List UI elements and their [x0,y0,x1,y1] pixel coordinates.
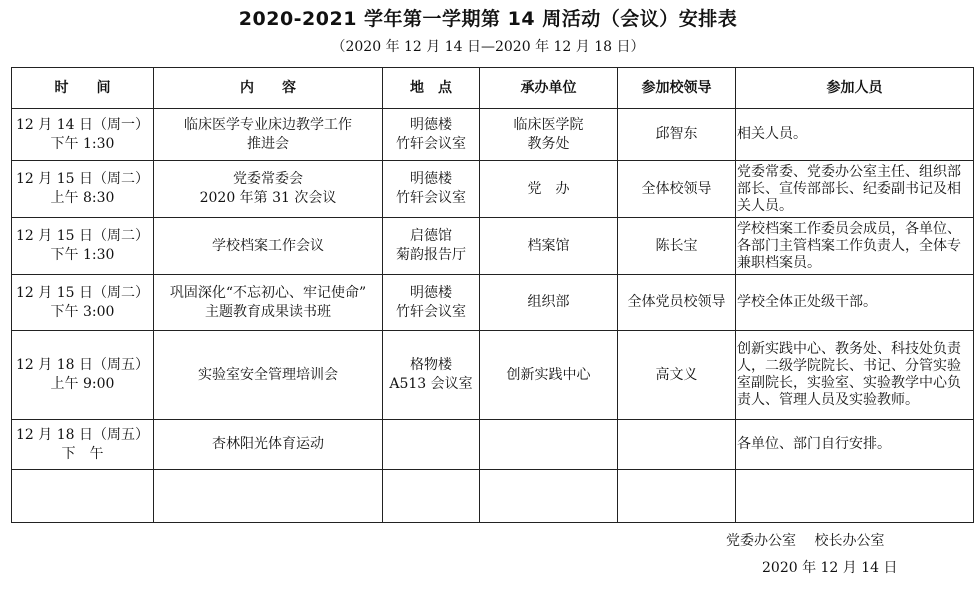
table-row [12,331,974,420]
time-hour: 下午 3:00 [50,303,115,320]
time-hour: 上午 8:30 [50,190,115,206]
cell-participants: 学校档案工作委员会成员，各单位、各部门主管档案工作负责人，全体专兼职档案员。 [736,218,974,275]
cell-leaders: 全体党员校领导 [618,275,736,331]
cell-organizer [480,109,618,161]
cell-organizer [480,275,618,331]
cell-content [154,275,383,331]
location-line: 竹轩会议室 [396,190,466,206]
table-row [12,420,974,470]
content-line: 推进会 [247,135,289,152]
schedule-table [11,67,974,523]
cell-content [154,109,383,161]
cell-leaders: 邱智东 [618,109,736,161]
header-location: 地 点 [383,68,480,109]
location-line: 竹轩会议室 [396,135,466,152]
cell-location [383,275,480,331]
cell-leaders: 全体校领导 [618,161,736,218]
cell-participants: 学校全体正处级干部。 [736,275,974,331]
table-row-empty [12,470,974,523]
time-date: 12 月 15 日（周二） [16,228,149,244]
table-row [12,275,974,331]
organizer-line: 教务处 [527,135,570,152]
location-line: 菊韵报告厅 [396,247,466,263]
content-line: 党委常委会 [233,171,303,187]
cell-empty [154,470,383,523]
cell-leaders [618,420,736,470]
cell-leaders: 陈长宝 [618,218,736,275]
cell-empty [480,470,618,523]
cell-organizer [480,161,618,218]
header-content: 内 容 [154,68,383,109]
header-time: 时 间 [12,68,154,109]
cell-time [12,331,154,420]
cell-location [383,109,480,161]
organizer-line: 档案馆 [527,237,570,254]
cell-participants: 相关人员。 [736,109,974,161]
table-row [12,218,974,275]
header-leaders: 参加校领导 [618,68,736,109]
cell-location [383,420,480,470]
cell-organizer [480,420,618,470]
time-date: 12 月 18 日（周五） [16,357,149,373]
cell-empty [618,470,736,523]
location-line: 格物楼 [410,357,452,373]
date-range-subtitle: （2020 年 12 月 14 日—2020 年 12 月 18 日） [331,39,645,55]
cell-organizer [480,331,618,420]
page-title: 2020-2021 学年第一学期第 14 周活动（会议）安排表 [238,8,738,30]
content-line: 主题教育成果读书班 [205,303,331,320]
header-organizer: 承办单位 [480,68,618,109]
location-line: 启德馆 [410,228,452,244]
time-hour: 下午 1:30 [50,135,115,152]
content-line: 杏林阳光体育运动 [212,436,324,452]
content-line: 学校档案工作会议 [212,237,324,254]
cell-time [12,161,154,218]
organizer-line: 临床医学院 [513,116,584,133]
cell-participants: 党委常委、党委办公室主任、组织部部长、宣传部部长、纪委副书记及相关人员。 [736,161,974,218]
cell-empty [736,470,974,523]
cell-organizer [480,218,618,275]
issuing-offices: 党委办公室 校长办公室 [726,533,885,549]
time-date: 12 月 15 日（周二） [16,284,149,301]
cell-content [154,218,383,275]
location-line: 明德楼 [410,171,452,187]
content-line: 2020 年第 31 次会议 [199,190,337,206]
time-hour: 下 午 [61,445,104,462]
time-hour: 上午 9:00 [50,376,115,392]
content-line: 巩固深化“不忘初心、牢记使命” [169,284,367,301]
time-hour: 下午 1:30 [50,247,115,263]
cell-location [383,331,480,420]
cell-time [12,218,154,275]
issue-date: 2020 年 12 月 14 日 [762,560,898,576]
time-date: 12 月 15 日（周二） [16,171,149,187]
cell-location [383,161,480,218]
cell-participants: 各单位、部门自行安排。 [736,420,974,470]
cell-content [154,420,383,470]
location-line: A513 会议室 [389,376,473,392]
cell-leaders: 高文义 [618,331,736,420]
header-participants: 参加人员 [736,68,974,109]
cell-empty [12,470,154,523]
organizer-line: 党 办 [527,180,570,197]
time-date: 12 月 14 日（周一） [16,116,149,133]
location-line: 明德楼 [410,116,452,133]
cell-content [154,161,383,218]
cell-time [12,420,154,470]
organizer-line: 创新实践中心 [506,366,591,383]
cell-location [383,218,480,275]
cell-participants: 创新实践中心、教务处、科技处负责人，二级学院院长、书记、分管实验室副院长，实验室、实验教学中心负责人、管理人员及实验教师。 [736,331,974,420]
cell-time [12,109,154,161]
content-line: 临床医学专业床边教学工作 [184,116,352,133]
content-line: 实验室安全管理培训会 [198,366,338,383]
time-date: 12 月 18 日（周五） [16,426,149,443]
table-header-row [12,68,974,109]
location-line: 明德楼 [410,284,452,301]
location-line: 竹轩会议室 [396,303,466,320]
cell-time [12,275,154,331]
cell-empty [383,470,480,523]
organizer-line: 组织部 [527,294,570,310]
table-row [12,109,974,161]
table-row [12,161,974,218]
cell-content [154,331,383,420]
